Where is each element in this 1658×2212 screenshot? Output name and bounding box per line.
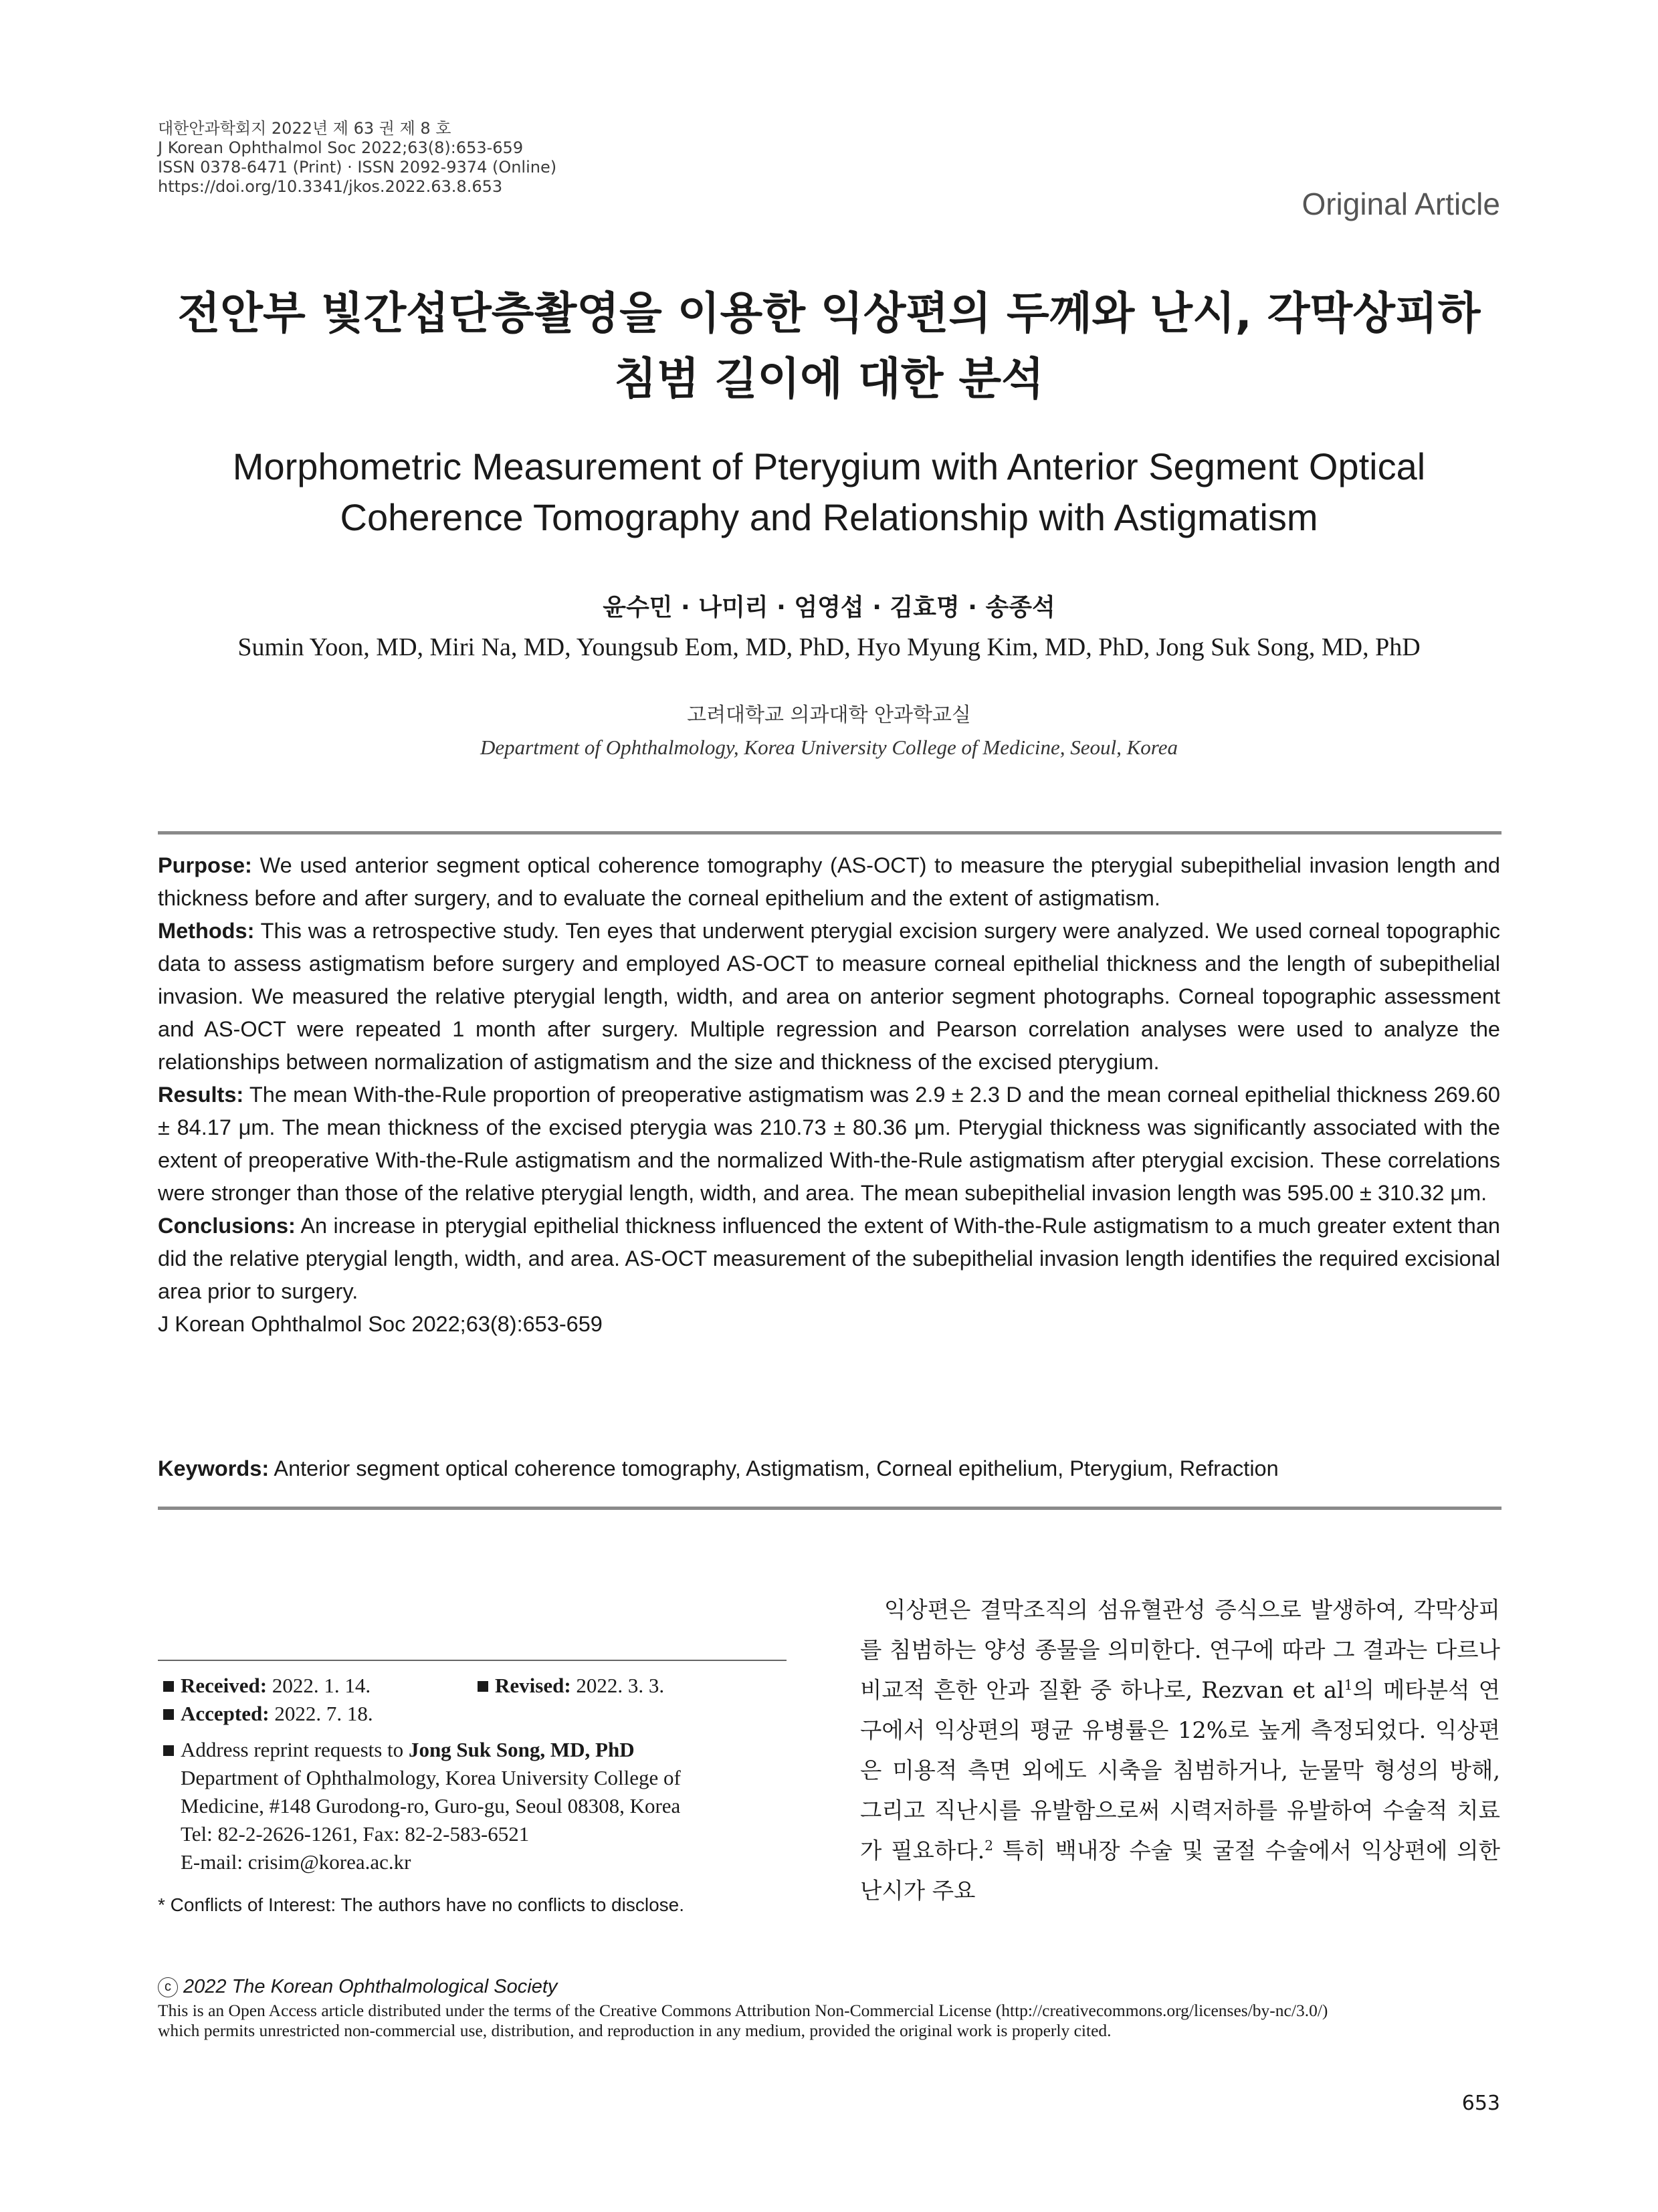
journal-citation: J Korean Ophthalmol Soc 2022;63(8):653-659 <box>158 138 524 157</box>
conclusions-label: Conclusions: <box>158 1214 296 1238</box>
title-korean-line1: 전안부 빛간섭단층촬영을 이용한 익상편의 두께와 난시, 각막상피하 <box>177 288 1481 339</box>
accepted-label: Accepted: <box>181 1702 270 1725</box>
keywords <box>158 1452 1500 1485</box>
reprint-request-line <box>158 1736 787 1764</box>
license-line: This is an Open Access article distributed under the terms of the Creative Commons Attribution Non-Commercial License (http://creativecommons.org/licenses/by-nc/3.0/) <box>158 2001 1328 2020</box>
abstract <box>158 849 1500 1341</box>
conclusions-text: An increase in pterygial epithelial thickness influenced the extent of With-the-Rule astigmatism to a much greater extent than did the relative pterygial length, width, and area. AS-OCT measurement of the subepithelial invasion length identifies the required excisional area prior to surgery. <box>158 1214 1500 1303</box>
reprint-prefix: Address reprint requests to <box>181 1738 409 1761</box>
title-korean <box>158 281 1500 412</box>
square-bullet-icon <box>163 1745 174 1756</box>
authors-korean: 윤수민 · 나미리 · 엄영섭 · 김효명 · 송종석 <box>603 594 1055 621</box>
license-line: which permits unrestricted non-commercial use, distribution, and reproduction in any medium, provided the original work is properly cited. <box>158 2021 1112 2040</box>
contact-email[interactable]: E-mail: crisim@korea.ac.kr <box>181 1850 411 1874</box>
abstract-top-rule <box>158 831 1501 835</box>
copyright <box>158 1976 557 1998</box>
purpose-text: We used anterior segment optical coherence tomography (AS-OCT) to measure the pterygial subepithelial invasion length and thickness before and after surgery, and to evaluate the corneal epithelium and the extent of astigmatism. <box>158 853 1500 910</box>
methods-label: Methods: <box>158 919 255 943</box>
title-korean-line2: 침범 길이에 대한 분석 <box>614 353 1044 405</box>
methods-text: This was a retrospective study. Ten eyes that underwent pterygial excision surgery were analyzed. We used corneal topographic data to assess astigmatism before surgery and employed AS-OCT to measure corneal epithelial thickness and the length of subepithelial invasion. We measured the relative pterygial length, width, and area on anterior segment photographs. Corneal topographic assessment and AS-OCT were repeated 1 month after surgery. Multiple regression and Pearson correlation analyses were used to analyze the relationships between normalization of astigmatism and the size and thickness of the excised pterygium. <box>158 919 1500 1074</box>
address-line: Department of Ophthalmology, Korea University College of <box>181 1766 681 1789</box>
abstract-methods <box>158 915 1500 1079</box>
page-number: 653 <box>1461 2092 1500 2115</box>
conflicts-of-interest: * Conflicts of Interest: The authors have no conflicts to disclose. <box>158 1894 684 1915</box>
title-english <box>158 441 1500 543</box>
footnotes <box>158 1672 787 1919</box>
square-bullet-icon <box>163 1709 174 1720</box>
title-english-line1: Morphometric Measurement of Pterygium with Anterior Segment Optical <box>232 445 1426 487</box>
contact-phone-fax: Tel: 82-2-2626-1261, Fax: 82-2-583-6521 <box>181 1822 530 1846</box>
abstract-conclusions <box>158 1210 1500 1308</box>
revised-value: 2022. 3. 3. <box>571 1674 665 1697</box>
affiliation-english: Department of Ophthalmology, Korea University College of Medicine, Seoul, Korea <box>480 736 1178 759</box>
license-notice <box>158 2001 1500 2041</box>
revised-date <box>472 1672 664 1700</box>
abstract-purpose <box>158 849 1500 915</box>
affiliation-korean: 고려대학교 의과대학 안과학교실 <box>687 703 971 727</box>
authors-english: Sumin Yoon, MD, Miri Na, MD, Youngsub Eom, MD, PhD, Hyo Myung Kim, MD, PhD, Jong Suk Song, MD, PhD <box>237 633 1421 661</box>
square-bullet-icon <box>163 1681 174 1692</box>
title-english-line2: Coherence Tomography and Relationship with Astigmatism <box>340 496 1318 538</box>
article-type: Original Article <box>1302 187 1500 221</box>
copyright-icon: c <box>158 1977 178 1997</box>
intro-paragraph <box>860 1590 1500 1911</box>
results-label: Results: <box>158 1083 244 1107</box>
received-label: Received: <box>181 1674 268 1697</box>
body-text-segment: 특히 백내장 수술 및 굴절 수술에서 익상편에 의한 난시가 주요 <box>860 1838 1500 1904</box>
keywords-label: Keywords: <box>158 1456 270 1480</box>
journal-header <box>158 119 556 197</box>
body-text-segment: 익상편은 결막조직의 섬유혈관성 증식으로 발생하여, 각막상피를 침범하는 양성 종물을 의미한다. 연구에 따라 그 결과는 다르나 비교적 흔한 안과 질환 중 하나로, Rezvan et al <box>860 1597 1500 1703</box>
keywords-text: Anterior segment optical coherence tomography, Astigmatism, Corneal epithelium, Pterygium, Refraction <box>269 1456 1279 1480</box>
reprint-address <box>158 1736 787 1876</box>
revised-label: Revised: <box>495 1674 571 1697</box>
address-line: Medicine, #148 Gurodong-ro, Guro-gu, Seoul 08308, Korea <box>181 1794 681 1817</box>
body-text-segment: 의 메타분석 연구에서 익상편의 평균 유병률은 12%로 높게 측정되었다. 익상편은 미용적 측면 외에도 시축을 침범하거나, 눈물막 형성의 방해, 그리고 직난시를 유발함으로써 시력저하를 유발하여 수술적 치료가 필요하다. <box>860 1677 1500 1864</box>
received-value: 2022. 1. 14. <box>267 1674 371 1697</box>
results-text: The mean With-the-Rule proportion of preoperative astigmatism was 2.9 ± 2.3 D and the mean corneal epithelial thickness 269.60 ± 84.17 μm. The mean thickness of the excised pterygia was 210.73 ± 80.36 μm. Pterygial thickness was significantly associated with the extent of preoperative With-the-Rule astigmatism and the normalized With-the-Rule astigmatism after pterygial excision. These correlations were stronger than those of the relative pterygial length, width, and area. The mean subepithelial invasion length was 595.00 ± 310.32 μm. <box>158 1083 1500 1205</box>
purpose-label: Purpose: <box>158 853 252 877</box>
square-bullet-icon <box>478 1681 488 1692</box>
reference-2[interactable]: 2 <box>985 1837 994 1854</box>
abstract-results <box>158 1079 1500 1210</box>
footnote-rule <box>158 1660 787 1661</box>
doi-link[interactable]: https://doi.org/10.3341/jkos.2022.63.8.653 <box>158 177 503 196</box>
issn: ISSN 0378-6471 (Print) · ISSN 2092-9374 (Online) <box>158 158 557 177</box>
dates-row-1 <box>158 1672 787 1700</box>
abstract-citation: J Korean Ophthalmol Soc 2022;63(8):653-659 <box>158 1312 603 1336</box>
journal-name-ko: 대한안과학회지 2022년 제 63 권 제 8 호 <box>158 119 451 138</box>
body-text <box>860 1590 1500 1911</box>
abstract-bottom-rule <box>158 1507 1501 1510</box>
accepted-value: 2022. 7. 18. <box>269 1702 373 1725</box>
reference-1[interactable]: 1 <box>1344 1676 1353 1693</box>
accepted-date <box>158 1700 787 1728</box>
received-date <box>158 1672 472 1700</box>
corresponding-author: Jong Suk Song, MD, PhD <box>408 1738 635 1761</box>
copyright-text: 2022 The Korean Ophthalmological Society <box>183 1976 558 1997</box>
